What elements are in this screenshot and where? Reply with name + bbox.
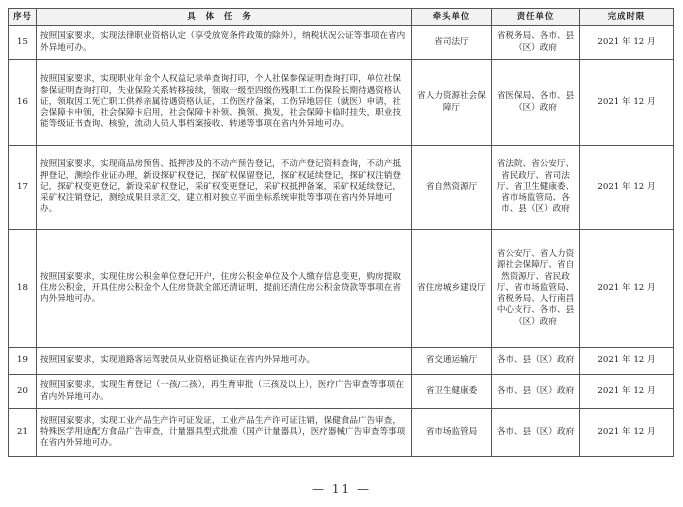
row-lead: 省住房城乡建设厅 [412,230,492,348]
table-row [9,230,674,348]
header-time: 完成时限 [580,9,674,26]
row-time: 2021 年 12 月 [580,146,674,230]
row-no: 16 [9,60,37,146]
row-time: 2021 年 12 月 [580,348,674,375]
row-time: 2021 年 12 月 [580,409,674,457]
row-task: 按照国家要求，实现职业年金个人权益记录单查询打印，个人社保参保证明查询打印，单位社保参保证明查询打印，失业保险关系转移接续，领取一级至四级伤残职工工伤保险长期待遇资格认证，领取因工死亡职工供养亲属待遇资格认证，工伤医疗备案，工伤异地居住（就医）申请，社会保障卡申领，社会保障卡启用，社会保障卡补领、换领、换发，社会保障卡临时挂失，职业技能等级证书查询、核验，流动人员人事档案接收、转递等事项在省内外异地可办。 [37,60,412,146]
row-resp: 各市、县（区）政府 [492,348,580,375]
table-row [9,348,674,375]
row-time: 2021 年 12 月 [580,26,674,60]
header-lead: 牵头单位 [412,9,492,26]
row-no: 21 [9,409,37,457]
row-time: 2021 年 12 月 [580,375,674,409]
table-row [9,26,674,60]
row-lead: 省人力资源社会保障厅 [412,60,492,146]
row-lead: 省市场监管局 [412,409,492,457]
table-header-row [9,9,674,26]
header-resp: 责任单位 [492,9,580,26]
row-resp: 省税务局、各市、县（区）政府 [492,26,580,60]
row-lead: 省交通运输厅 [412,348,492,375]
row-no: 20 [9,375,37,409]
row-resp: 省公安厅、省人力资源社会保障厅、省自然资源厅、省民政厅、省市场监管局、省税务局、人行南昌中心支行、各市、县（区）政府 [492,230,580,348]
task-table [8,8,674,457]
header-no: 序号 [9,9,37,26]
page-number: — 11 — [312,482,371,496]
row-resp: 各市、县（区）政府 [492,375,580,409]
row-lead: 省司法厅 [412,26,492,60]
table-row [9,409,674,457]
row-resp: 省法院、省公安厅、省民政厅、省司法厅、省卫生健康委、省市场监管局、各市、县（区）政府 [492,146,580,230]
row-task: 按照国家要求，实现法律职业资格认定（享受放宽条件政策的除外），纳税状况公证等事项在省内外异地可办。 [37,26,412,60]
row-resp: 省医保局、各市、县（区）政府 [492,60,580,146]
row-task: 按照国家要求，实现商品房预售、抵押涉及的不动产预告登记，不动产登记资料查询，不动产抵押登记，测绘作业证办理，新设探矿权登记，探矿权保留登记，探矿权延续登记，探矿权注销登记，探矿权变更登记，新设采矿权登记，采矿权变更登记，采矿权抵押备案，采矿权延续登记，采矿权注销登记，测绘成果目录汇交，建立相对独立平面坐标系统审批等事项在省内外异地可办。 [37,146,412,230]
row-task: 按照国家要求，实现生育登记（一孩/二孩），再生育审批（三孩及以上），医疗广告审查等事项在省内外异地可办。 [37,375,412,409]
row-task: 按照国家要求，实现工业产品生产许可证发证，工业产品生产许可证注销，保健食品广告审查，特殊医学用途配方食品广告审查，计量器具型式批准（国产计量器具），医疗器械广告审查等事项在省内外异地可办。 [37,409,412,457]
table-row [9,146,674,230]
row-no: 19 [9,348,37,375]
row-lead: 省卫生健康委 [412,375,492,409]
header-task: 具体任务 [37,9,412,26]
row-time: 2021 年 12 月 [580,60,674,146]
row-task: 按照国家要求，实现道路客运驾驶员从业资格证换证在省内外异地可办。 [37,348,412,375]
row-no: 15 [9,26,37,60]
row-lead: 省自然资源厅 [412,146,492,230]
row-no: 18 [9,230,37,348]
row-no: 17 [9,146,37,230]
row-time: 2021 年 12 月 [580,230,674,348]
table-row [9,60,674,146]
row-resp: 各市、县（区）政府 [492,409,580,457]
row-task: 按照国家要求，实现住房公积金单位登记开户，住房公积金单位及个人缴存信息变更，购房提取住房公积金，开具住房公积金个人住房贷款全部还清证明，提前还清住房公积金贷款等事项在省内外异地可办。 [37,230,412,348]
table-row [9,375,674,409]
